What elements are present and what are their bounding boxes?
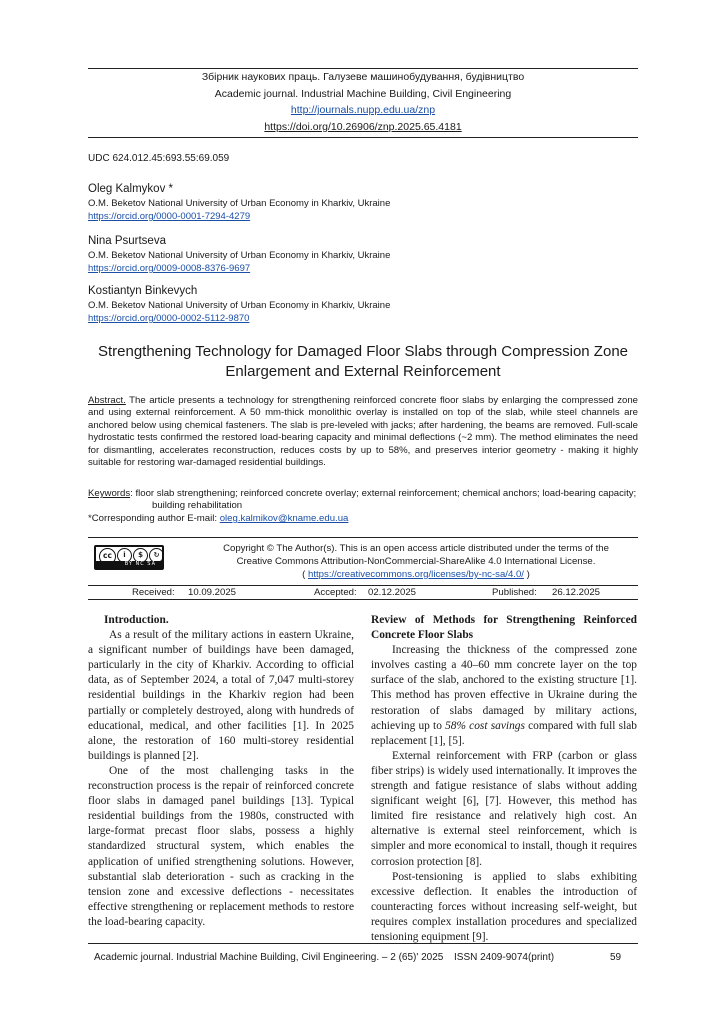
orcid-link[interactable]: https://orcid.org/0009-0008-8376-9697 xyxy=(88,263,251,274)
page-number: 59 xyxy=(610,952,622,963)
udc-code: UDC 624.012.45:693.55:69.059 xyxy=(88,153,230,164)
paren-close: ) xyxy=(523,569,530,580)
author-block xyxy=(88,284,638,325)
journal-url-link[interactable]: http://journals.nupp.edu.ua/znp xyxy=(290,104,436,116)
accepted-date: 02.12.2025 xyxy=(368,587,417,598)
by-icon: i xyxy=(117,548,132,563)
license-line-2: Creative Commons Attribution-NonCommercial-ShareAlike 4.0 International License. xyxy=(236,556,596,567)
left-column xyxy=(88,613,354,930)
doi-link[interactable]: https://doi.org/10.26906/znp.2025.65.4181 xyxy=(264,120,462,133)
keywords-text-continued: building rehabilitation xyxy=(152,500,243,512)
published-label: Published: xyxy=(492,587,537,598)
dates-bottom-rule xyxy=(88,599,638,600)
orcid-link[interactable]: https://orcid.org/0000-0001-7294-4279 xyxy=(88,211,251,222)
journal-header xyxy=(88,69,638,135)
paragraph-text: Increasing the thickness of the compressed zone involves casting a 40–60 mm concrete layer on the top surface of the slab, anchored to the existing structure [1]. This method has proven effective in Ukraine during the restoration of slabs damaged by military actions, achieving up to xyxy=(371,644,637,732)
sa-icon: ↻ xyxy=(149,548,164,563)
received-date: 10.09.2025 xyxy=(188,587,237,598)
orcid-link[interactable]: https://orcid.org/0000-0002-5112-9870 xyxy=(88,313,250,324)
received-label: Received: xyxy=(132,587,175,598)
footer-rule xyxy=(88,943,638,944)
article-title: Strengthening Technology for Damaged Floor Slabs through Compression Zone Enlargement and External Reinforcement xyxy=(97,343,629,380)
right-column xyxy=(371,613,637,945)
keywords xyxy=(88,488,638,513)
header-title-en: Academic journal. Industrial Machine Building, Civil Engineering xyxy=(214,87,512,100)
keywords-text: : floor slab strengthening; reinforced concrete overlay; external reinforcement; chemical anchors; load-bearing capacity; xyxy=(130,488,637,499)
author-affiliation: O.M. Beketov National University of Urban Economy in Kharkiv, Ukraine xyxy=(88,300,391,311)
emphasis-text: 58% cost savings xyxy=(445,719,525,732)
abstract xyxy=(88,395,638,469)
author-name: Nina Psurtseva xyxy=(88,235,166,247)
section-heading: Introduction. xyxy=(104,614,169,626)
nc-icon: $ xyxy=(133,548,148,563)
license-text xyxy=(206,542,626,581)
published-date: 26.12.2025 xyxy=(552,587,601,598)
author-block xyxy=(88,182,638,223)
keywords-label: Keywords xyxy=(88,488,131,499)
accepted-label: Accepted: xyxy=(314,587,357,598)
author-affiliation: O.M. Beketov National University of Urban Economy in Kharkiv, Ukraine xyxy=(88,198,391,209)
author-name: Oleg Kalmykov * xyxy=(88,183,174,195)
paragraph-text: compared with full slab replacement [1], [5]. xyxy=(371,719,637,747)
header-bottom-rule xyxy=(88,137,638,138)
corresponding-email-link[interactable]: oleg.kalmikov@kname.edu.ua xyxy=(219,513,349,524)
section-heading: Review of Methods for Strengthening Reinforced Concrete Floor Slabs xyxy=(371,614,637,642)
author-affiliation: O.M. Beketov National University of Urban Economy in Kharkiv, Ukraine xyxy=(88,250,391,261)
author-name: Kostiantyn Binkevych xyxy=(88,285,198,297)
cc-license-badge[interactable] xyxy=(94,545,164,570)
paragraph: One of the most challenging tasks in the reconstruction process is the repair of reinforced concrete floor slabs in damaged panel buildings [13]. Typical residential buildings from the 1980s, constructed with large-format precast floor slabs, possess a highly standardized structural system, which enables the application of unified strengthening solutions. However, substantial slab deterioration - such as cracking in the tension zone and excessive deflections - necessitates effective strengthening or replacement methods to restore the load-bearing capacity. xyxy=(88,764,354,928)
abstract-text: The article presents a technology for strengthening reinforced concrete floor slabs by enlarging the compressed zone and using external reinforcement. A 50 mm-thick monolithic overlay is installed on top of the slab, while steel channels are anchored below using chemical fasteners. The slab is pre-leveled with jacks; after hardening, the beams are removed. Full-scale hydrostatic tests confirmed the restored load-bearing capacity and minimal deflections (~2 mm). The method eliminates the need for dismantling, accelerates reconstruction, reduces costs by up to 58%, and preserves interior geometry - making it highly suitable for restoring war-damaged residential buildings. xyxy=(88,395,638,469)
cc-icon: cc xyxy=(99,548,116,565)
license-link[interactable]: https://creativecommons.org/licenses/by-nc-sa/4.0/ xyxy=(308,569,524,580)
footer-issn: ISSN 2409-9074(print) xyxy=(454,952,555,963)
cc-badge-labels: BY NC SA xyxy=(96,561,162,568)
paragraph: Post-tensioning is applied to slabs exhibiting excessive deflection. It enables the introduction of counteracting forces without increasing self-weight, but requires complex installation procedures and specialized tensioning equipment [9]. xyxy=(371,870,637,943)
paragraph: External reinforcement with FRP (carbon or glass fiber strips) is widely used internationally. It improves the strength and fatigue resistance of slabs without adding significant weight [6], [7]. However, this method has limited fire resistance and relatively high cost. An alternative is external steel reinforcement, which is simpler and more economical to install, though it requires corrosion protection [8]. xyxy=(371,749,637,868)
license-block xyxy=(88,537,638,587)
header-title-ua: Збірник наукових праць. Галузеве машинобудування, будівництво xyxy=(201,71,525,83)
paren-open: ( xyxy=(302,569,309,580)
dates-row xyxy=(88,586,638,600)
corresponding-author xyxy=(88,513,348,524)
corresponding-label: *Corresponding author E-mail: xyxy=(88,513,220,524)
author-block xyxy=(88,234,638,275)
paragraph xyxy=(371,643,637,749)
abstract-label: Abstract. xyxy=(88,395,126,406)
license-line-1: Copyright © The Author(s). This is an open access article distributed under the terms of the xyxy=(223,543,609,554)
footer-journal: Academic journal. Industrial Machine Building, Civil Engineering. – 2 (65)' 2025 xyxy=(94,952,444,963)
paragraph: As a result of the military actions in eastern Ukraine, a significant number of buildings have been damaged, particularly in the city of Kharkiv. According to official data, as of September 2024, a total of 7,047 multi-storey residential buildings in the Kharkiv region had been partially or completely destroyed, along with hundreds of educational, medical, and other facilities [1]. In 2025 alone, the restoration of 160 multi-storey residential buildings is planned [2]. xyxy=(88,629,354,762)
